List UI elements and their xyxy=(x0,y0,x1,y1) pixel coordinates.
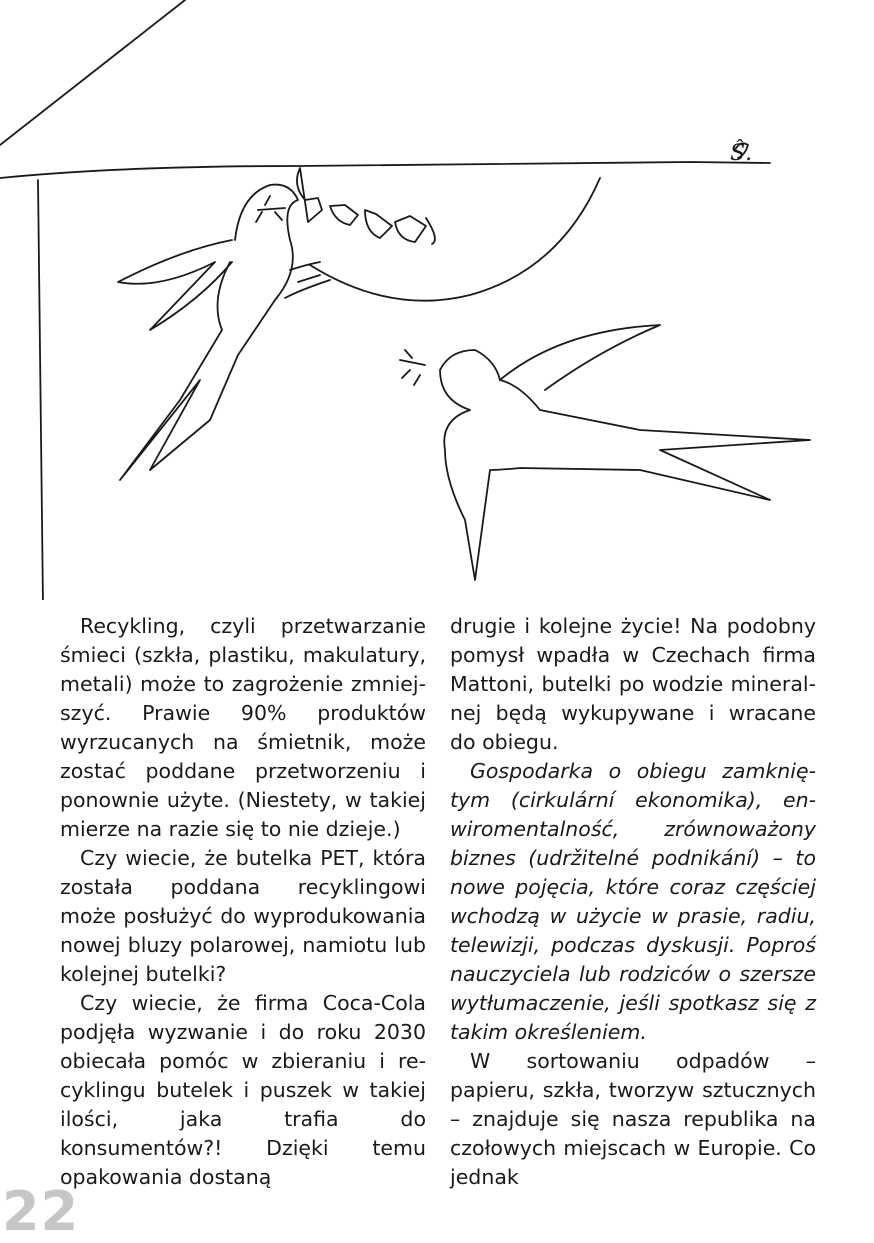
twig-right xyxy=(400,350,425,385)
paragraph: Czy wiecie, że firma Coca-Cola podjęła wyzwanie i do roku 2030 obiecała pomóc w zbieraniu i recyklingu butelek i puszek w takiej ilości, jaka trafia do konsumentów?! Dzięki temu opakowania dostaną xyxy=(60,991,426,1189)
swallow-left-body xyxy=(120,185,298,480)
wall-post xyxy=(38,180,48,600)
swallow-left-wing xyxy=(118,240,232,330)
chick-4 xyxy=(395,216,426,242)
page-number: 22 xyxy=(2,1180,80,1243)
text-column-left xyxy=(60,612,426,1192)
artist-signature: Ŝ. xyxy=(730,141,753,166)
swallows-illustration xyxy=(0,0,874,600)
eave-beam xyxy=(0,162,770,178)
nest xyxy=(310,178,600,301)
paragraph: Recykling, czyli przetwarzanie śmieci (szkła, plastiku, makulatury, metali) może to zagrożenie zmniejszyć. Prawie 90% produktów wyrzucanych na śmietnik, może zostać poddane przetworzeniu i ponownie użyte. (Niestety, w takiej mierze na razie się to nie dzieje.) xyxy=(60,614,426,841)
paragraph: drugie i kolejne życie! Na podobny pomysł wpadła w Czechach firma Mattoni, butelki po wodzie mineralnej będą wykupywane i wracane do obiegu. xyxy=(450,614,816,754)
chick-3 xyxy=(365,210,392,238)
swallow-right-wing xyxy=(500,325,660,390)
chick-2 xyxy=(330,205,358,225)
paragraph: Czy wiecie, że butelka PET, która została poddana recyklingowi może posłużyć do wyprodukowania nowej bluzy polarowej, namiotu lub kolejnej butelki? xyxy=(60,846,426,986)
paragraph: W sortowaniu odpadów – papieru, szkła, tworzyw sztucznych – znajduje się nasza republika na czołowych miejscach w Europie. Co jednak xyxy=(450,1049,816,1189)
paragraph-italic: Gospodarka o obiegu zamkniętym (cirkulární ekonomika), enwiromentalność, zrównoważony biznes (udržitelné podnikání) – to nowe pojęcia, które coraz częściej wchodzą w użycie w prasie, radiu, telewizji, podczas dyskusji. Poproś nauczyciela lub rodziców o szersze wytłumaczenie, jeśli spotkasz się z takim określeniem. xyxy=(450,759,816,1044)
text-column-right xyxy=(450,612,816,1192)
roof-line xyxy=(0,0,185,145)
twig-left xyxy=(256,196,285,222)
swallow-right-body xyxy=(440,350,810,580)
chick-1 xyxy=(297,168,322,222)
